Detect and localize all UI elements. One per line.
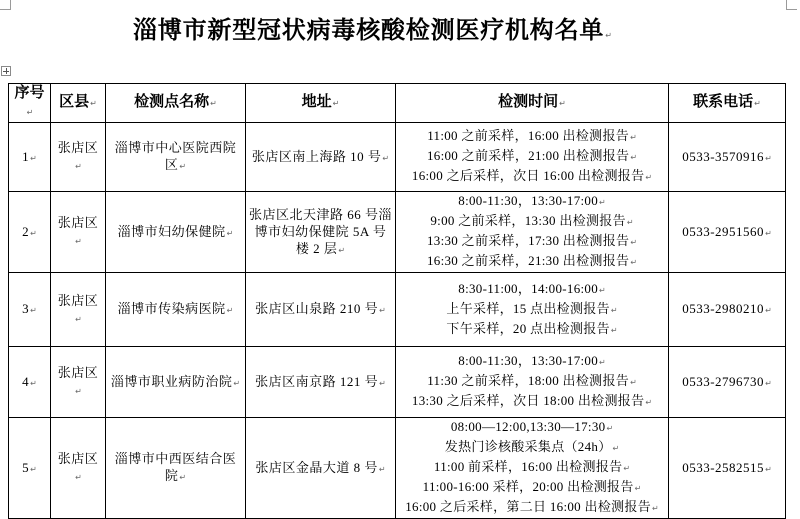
site-name: 淄博市中西医结合医院 ↵ (115, 451, 237, 483)
testing-time-line: 11:00 前采样，16:00 出检测报告 ↵ (399, 458, 665, 478)
header-cell-site-name (106, 84, 246, 123)
testing-sites-table (8, 83, 786, 519)
header-label-address: 地址 ↵ (302, 93, 340, 110)
table-row (9, 273, 786, 347)
address: 张店区金晶大道 8 号 ↵ (255, 460, 385, 475)
phone-number: 0533-2951560 ↵ (682, 224, 772, 239)
district: 张店区 ↵ (58, 293, 99, 325)
table-row (9, 418, 786, 519)
header-label-number: 序号 ↵ (14, 84, 44, 119)
header-cell-testing-time (396, 84, 669, 123)
site-name: 淄博市传染病医院 ↵ (118, 301, 234, 316)
cell-district (51, 273, 106, 347)
cell-testing-time (396, 347, 669, 418)
cell-site-name (106, 273, 246, 347)
testing-time-line: 11:00-16:00 采样，20:00 出检测报告 ↵ (399, 478, 665, 498)
page-corner-mark-top-right (786, 0, 797, 10)
header-cell-phone (669, 84, 786, 123)
cell-address (246, 273, 396, 347)
cell-number (9, 123, 51, 192)
cell-phone (669, 123, 786, 192)
table-move-handle-icon[interactable] (1, 66, 11, 76)
table-row (9, 347, 786, 418)
cell-district (51, 123, 106, 192)
address: 张店区山泉路 210 号 ↵ (255, 301, 386, 316)
cell-testing-time (396, 418, 669, 519)
row-number: 5 ↵ (22, 460, 37, 475)
row-number: 1 ↵ (22, 149, 37, 164)
testing-time-line: 9:00 之前采样，13:30 出检测报告 ↵ (399, 212, 665, 232)
testing-time-line: 发热门诊核酸采集点（24h） ↵ (399, 438, 665, 458)
header-label-district: 区县 ↵ (59, 93, 97, 110)
testing-time-line: 13:30 之后采样，次日 18:00 出检测报告 ↵ (399, 392, 665, 412)
cell-district (51, 192, 106, 273)
site-name: 淄博市妇幼保健院 ↵ (118, 224, 234, 239)
district: 张店区 ↵ (58, 451, 99, 483)
cell-testing-time (396, 273, 669, 347)
cell-address (246, 123, 396, 192)
testing-time-line: 下午采样，20 点出检测报告 ↵ (399, 320, 665, 340)
testing-time-line: 08:00—12:00,13:30—17:30 ↵ (399, 418, 665, 438)
table-header-row (9, 84, 786, 123)
testing-time-line: 16:00 之后采样，次日 16:00 出检测报告 ↵ (399, 167, 665, 187)
header-cell-number (9, 84, 51, 123)
table-row (9, 192, 786, 273)
testing-time-line: 16:30 之前采样，21:30 出检测报告 ↵ (399, 252, 665, 272)
address: 张店区北天津路 66 号淄博市妇幼保健院 5A 号楼 2 层 ↵ (249, 207, 392, 256)
header-cell-address (246, 84, 396, 123)
cell-site-name (106, 418, 246, 519)
cell-site-name (106, 123, 246, 192)
cell-address (246, 192, 396, 273)
testing-time-line: 8:00-11:30，13:30-17:00 ↵ (399, 192, 665, 212)
phone-number: 0533-2582515 ↵ (682, 460, 772, 475)
table-row (9, 123, 786, 192)
cell-district (51, 347, 106, 418)
cell-number (9, 273, 51, 347)
cell-number (9, 192, 51, 273)
district: 张店区 ↵ (58, 215, 99, 247)
cell-address (246, 418, 396, 519)
address: 张店区南京路 121 号 ↵ (255, 374, 386, 389)
phone-number: 0533-2980210 ↵ (682, 301, 772, 316)
address: 张店区南上海路 10 号 ↵ (252, 149, 389, 164)
row-number: 3 ↵ (22, 301, 37, 316)
header-cell-district (51, 84, 106, 123)
testing-time-line: 8:30-11:00，14:00-16:00 ↵ (399, 280, 665, 300)
testing-time-line: 11:30 之前采样，18:00 出检测报告 ↵ (399, 372, 665, 392)
cell-phone (669, 192, 786, 273)
site-name: 淄博市中心医院西院区 ↵ (115, 140, 237, 172)
phone-number: 0533-2796730 ↵ (682, 374, 772, 389)
testing-time-line: 8:00-11:30，13:30-17:00 ↵ (399, 352, 665, 372)
header-label-testing-time: 检测时间 ↵ (498, 93, 566, 110)
site-name: 淄博市职业病防治院 ↵ (111, 374, 240, 389)
testing-time-line: 16:00 之前采样，21:00 出检测报告 ↵ (399, 147, 665, 167)
cell-phone (669, 347, 786, 418)
cell-phone (669, 418, 786, 519)
cell-phone (669, 273, 786, 347)
document-title: 淄博市新型冠状病毒核酸检测医疗机构名单 ↵ (133, 17, 612, 50)
cell-district (51, 418, 106, 519)
header-label-phone: 联系电话 ↵ (693, 93, 761, 110)
testing-time-line: 16:00 之后采样，第二日 16:00 出检测报告 ↵ (399, 498, 665, 518)
phone-number: 0533-3570916 ↵ (682, 149, 772, 164)
cell-testing-time (396, 123, 669, 192)
row-number: 4 ↵ (22, 374, 37, 389)
cell-address (246, 347, 396, 418)
cell-site-name (106, 192, 246, 273)
testing-time-line: 13:30 之前采样，17:30 出检测报告 ↵ (399, 232, 665, 252)
cell-testing-time (396, 192, 669, 273)
cell-site-name (106, 347, 246, 418)
testing-time-line: 11:00 之前采样，16:00 出检测报告 ↵ (399, 127, 665, 147)
table-body (9, 123, 786, 519)
testing-time-line: 上午采样，15 点出检测报告 ↵ (399, 300, 665, 320)
cell-number (9, 418, 51, 519)
header-label-site-name: 检测点名称 ↵ (134, 93, 217, 110)
table-header (9, 84, 786, 123)
page-corner-mark-top-left (0, 0, 11, 10)
cell-number (9, 347, 51, 418)
row-number: 2 ↵ (22, 224, 37, 239)
district: 张店区 ↵ (58, 140, 99, 172)
district: 张店区 ↵ (58, 365, 99, 397)
